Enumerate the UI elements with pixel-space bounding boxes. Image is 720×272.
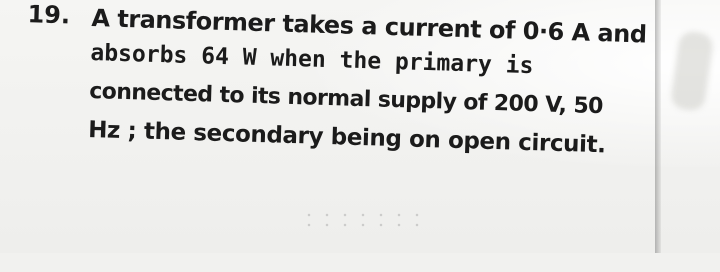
problem-number: 19. [27,0,71,30]
problem-line-3: connected to its normal supply of 200 V, 50 [88,78,604,120]
page-edge-shadow [655,0,661,253]
problem-line-1: A transformer takes a current of 0·6 A and [91,4,647,49]
problem-19 [16,0,653,272]
problem-line-4: Hz ; the secondary being on open circuit. [87,116,606,159]
smudge-mark [670,30,715,112]
print-noise [300,210,420,230]
problem-line-2: absorbs 64 W when the primary is [90,40,534,80]
